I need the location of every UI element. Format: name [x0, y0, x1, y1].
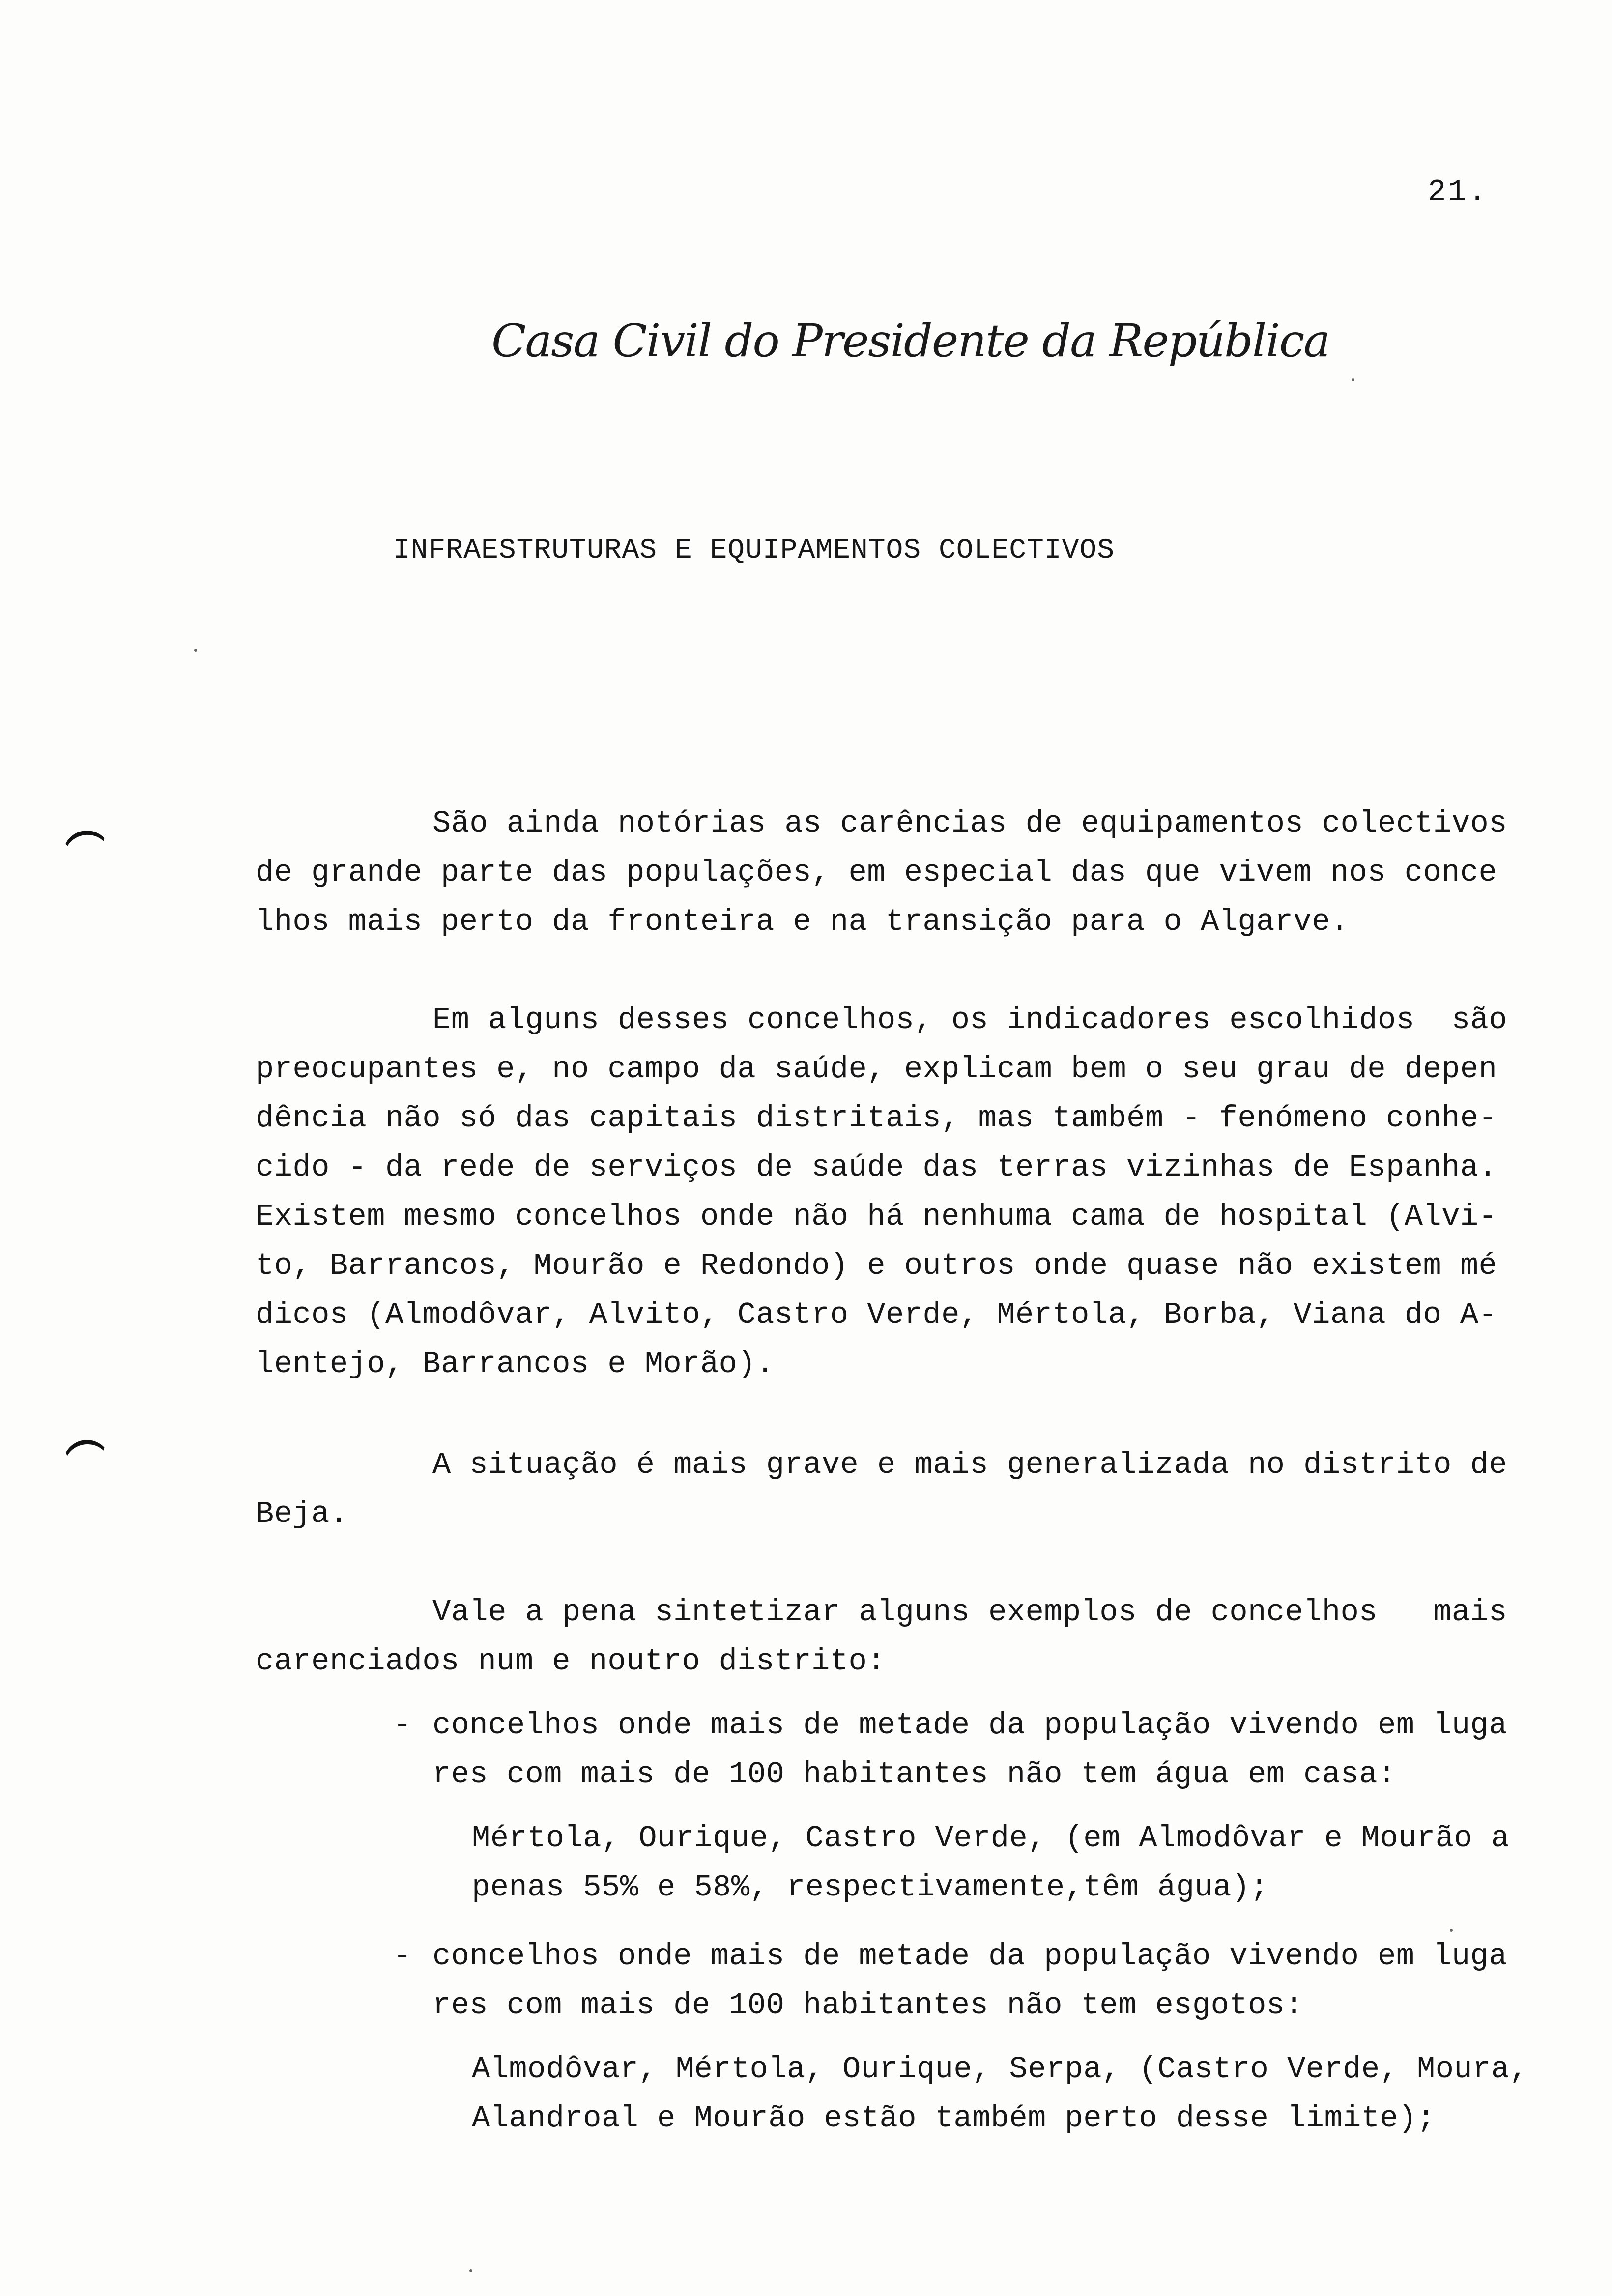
list-item-dash: -	[393, 1708, 412, 1743]
page-number: 21.	[1428, 174, 1489, 209]
paper-speck	[469, 2269, 472, 2272]
paragraph-4-line: carenciados num e noutro distrito:	[256, 1644, 886, 1679]
punch-hole-mark	[60, 828, 115, 883]
list-item-line: res com mais de 100 habitantes não tem esgotos:	[432, 1988, 1304, 2023]
paragraph-2-line: cido - da rede de serviços de saúde das terras vizinhas de Espanha.	[256, 1150, 1497, 1185]
punch-hole-mark	[60, 1437, 115, 1492]
paragraph-3-line: A situação é mais grave e mais generalizada no distrito de	[432, 1447, 1507, 1482]
list-item-dash: -	[393, 1939, 412, 1974]
list-item-detail-line: Mértola, Ourique, Castro Verde, (em Almodôvar e Mourão a	[472, 1821, 1510, 1856]
list-item-detail-line: penas 55% e 58%, respectivamente,têm água);	[472, 1870, 1269, 1905]
paragraph-2-line: lentejo, Barrancos e Morão).	[256, 1347, 775, 1381]
list-item-detail-line: Alandroal e Mourão estão também perto desse limite);	[472, 2101, 1436, 2136]
list-item-line: concelhos onde mais de metade da população vivendo em luga	[432, 1939, 1507, 1974]
paper-speck	[1450, 1929, 1453, 1932]
list-item-line: concelhos onde mais de metade da população vivendo em luga	[432, 1708, 1507, 1743]
section-title: INFRAESTRUTURAS E EQUIPAMENTOS COLECTIVOS	[393, 535, 1115, 567]
letterhead: Casa Civil do Presidente da República	[491, 315, 1330, 367]
paragraph-4-line: Vale a pena sintetizar alguns exemplos de concelhos mais	[432, 1595, 1507, 1630]
paper-speck	[194, 649, 197, 652]
paragraph-1-line: lhos mais perto da fronteira e na transição para o Algarve.	[256, 904, 1349, 939]
paragraph-3-line: Beja.	[256, 1496, 348, 1531]
paragraph-2-line: Em alguns desses concelhos, os indicadores escolhidos são	[432, 1003, 1507, 1037]
paragraph-1-line: de grande parte das populações, em especial das que vivem nos conce	[256, 855, 1497, 890]
list-item-detail-line: Almodôvar, Mértola, Ourique, Serpa, (Castro Verde, Moura,	[472, 2052, 1528, 2087]
paragraph-1-line: São ainda notórias as carências de equipamentos colectivos	[432, 806, 1507, 841]
paper-speck	[1352, 378, 1354, 381]
list-item-line: res com mais de 100 habitantes não tem água em casa:	[432, 1757, 1396, 1792]
paragraph-2-line: dência não só das capitais distritais, mas também - fenómeno conhe-	[256, 1101, 1497, 1136]
paragraph-2-line: preocupantes e, no campo da saúde, explicam bem o seu grau de depen	[256, 1052, 1497, 1087]
paragraph-2-line: Existem mesmo concelhos onde não há nenhuma cama de hospital (Alvi-	[256, 1199, 1497, 1234]
paragraph-2-line: to, Barrancos, Mourão e Redondo) e outros onde quase não existem mé	[256, 1248, 1497, 1283]
paragraph-2-line: dicos (Almodôvar, Alvito, Castro Verde, Mértola, Borba, Viana do A-	[256, 1297, 1497, 1332]
